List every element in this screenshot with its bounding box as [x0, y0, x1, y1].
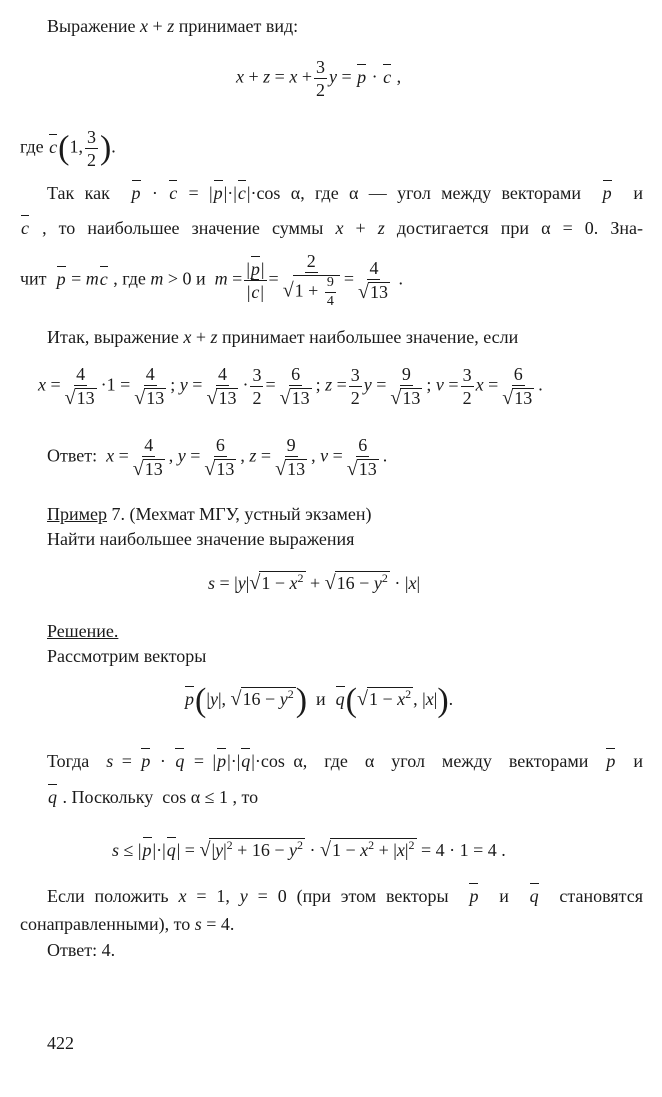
solution-label: Решение. — [47, 621, 119, 641]
answer-line: Ответ: x = $\frac{4}{√13}$ , y = $\frac{6}{√13}$ , z = $\frac{9}{√13}$ , v = $\frac{6}{√13}$ . — [47, 435, 388, 480]
example-label: Пример — [47, 504, 108, 524]
paragraph-line: Так как p · c = |p|·|c|·cos α, где α — угол между векторами p и — [47, 183, 643, 203]
text-line: Рассмотрим векторы — [47, 646, 207, 666]
formula-values: x = $\frac{4}{√13}$ ·1 = $\frac{4}{√13}$ ; y = $\frac{4}{√13}$ · $\frac{3}{2}$ = $\frac{6}{√13}$ ; z = $\frac{3}{2}$ y = $\frac{9}{√13}$ ; v = $\frac{3}{2}$ x = $\frac{6}{√13}$ . — [38, 364, 543, 409]
text-line: Выражение x + z принимает вид: — [47, 16, 299, 36]
paragraph-line: Если положить x = 1, y = 0 (при этом векторы p и q становятся — [47, 886, 643, 906]
vector-c-definition: где c(1, $\frac{3}{2}$ ). — [20, 127, 116, 170]
answer-line: Ответ: 4. — [47, 940, 116, 960]
page-number: 422 — [47, 1033, 74, 1053]
formula-vectors: p(|y|, $√16 - y^2$) и $q(√1 - x^2$ , |x|). — [185, 682, 454, 719]
task-text: Найти наибольшее значение выражения — [47, 529, 355, 549]
paragraph-line: c , то наибольшее значение суммы x + z достигается при α = 0. Зна- — [21, 218, 643, 238]
paragraph-line: сонаправленными), то s = 4. — [20, 914, 235, 934]
paragraph-line: Тогда s = p · q = |p|·|q|·cos α, где α угол между векторами p и — [47, 751, 643, 771]
paragraph-line: q . Поскольку cos α ≤ 1 , то — [48, 787, 259, 807]
example-heading: Пример 7. (Мехмат МГУ, устный экзамен) — [47, 504, 372, 524]
formula-m: чит p = mc , где m > 0 и m = $\frac{|p|}{|c|}$ = 2 √1 + $\frac{9}{4}$ = $\frac{4}{√13}$ . — [20, 251, 403, 309]
formula-s: $s = |y|√1 - x^2 + √16 - y^2 \cdot |x|$ — [208, 571, 421, 594]
text-line: Итак, выражение x + z принимает наибольшее значение, если — [47, 327, 519, 347]
formula-inequality: $s \le |p|\cdot|q| = √|y|^2 + 16 - y^2 \cdot √1 - x^2 + |x|^2 = 4 \cdot 1 = 4$ . — [112, 838, 506, 861]
formula-xz: x + z = x + $\frac{3}{2}$ y = p · c , — [236, 57, 402, 100]
